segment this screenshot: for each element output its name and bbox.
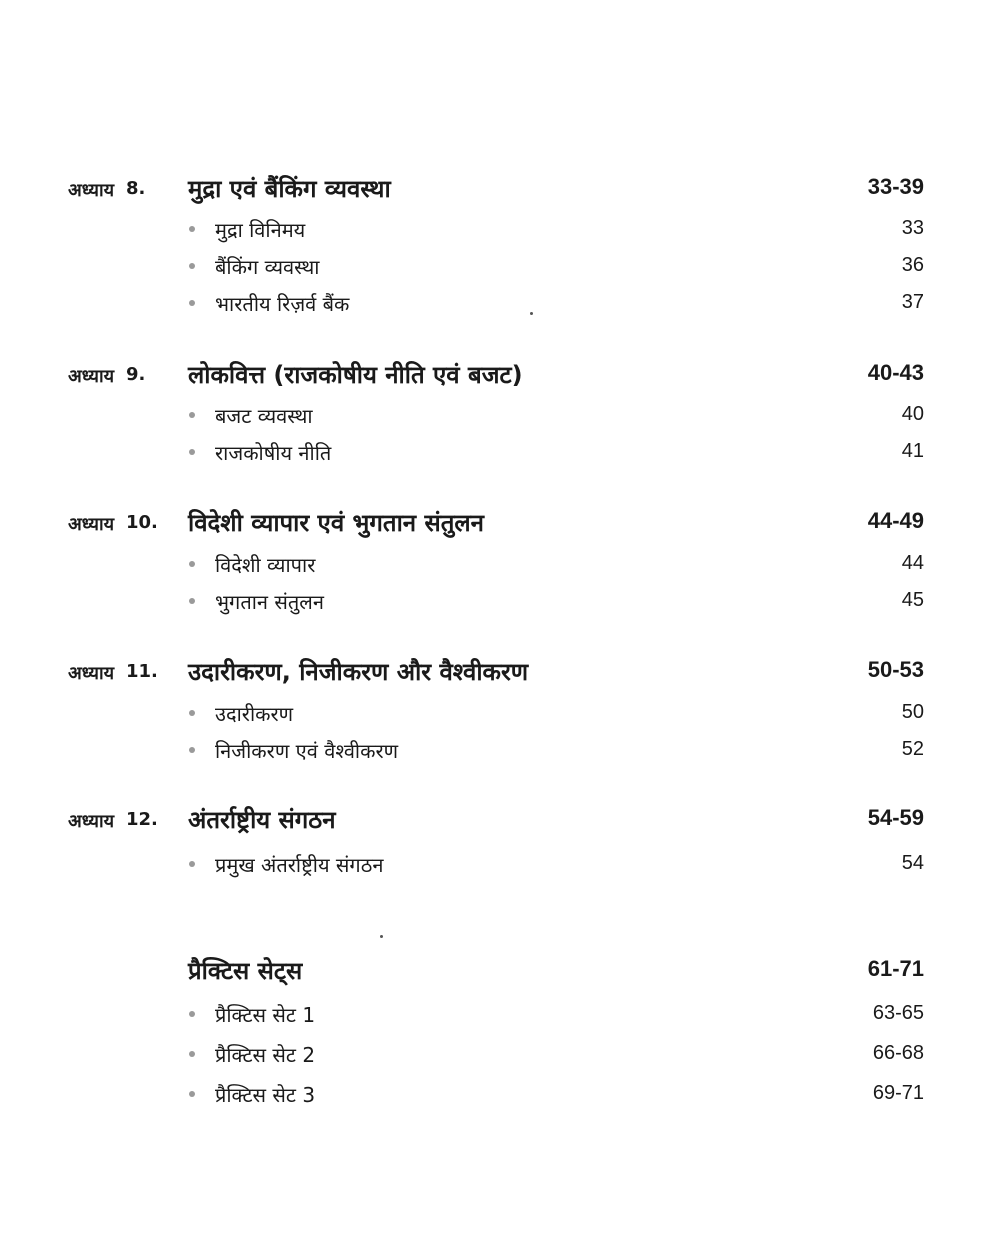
- practice-sets-title: प्रैक्टिस सेट्स: [188, 957, 303, 985]
- bullet-icon: [189, 598, 195, 604]
- chapter-page-range: 50-53: [867, 657, 924, 682]
- topic-title: राजकोषीय नीति: [215, 441, 332, 465]
- list-item: [0, 735, 1000, 765]
- chapter-number: 10.: [126, 512, 158, 533]
- topic-title: बजट व्यवस्था: [215, 404, 313, 428]
- chapter-number: 12.: [126, 809, 158, 830]
- chapter-page-range: 54-59: [867, 805, 924, 830]
- chapter-title: लोकवित्त (राजकोषीय नीति एवं बजट): [188, 361, 523, 389]
- bullet-icon: [189, 561, 195, 567]
- chapter-heading: [0, 358, 1000, 398]
- chapter-title: अंतर्राष्ट्रीय संगठन: [188, 806, 336, 834]
- chapter-label: अध्याय: [68, 180, 115, 201]
- bullet-icon: [189, 1091, 195, 1097]
- chapter-heading: [0, 803, 1000, 843]
- practice-set-pages: 69-71: [872, 1082, 924, 1104]
- practice-set-title: प्रैक्टिस सेट 3: [215, 1083, 316, 1107]
- list-item: [0, 999, 1000, 1029]
- topic-page: 33: [901, 217, 924, 239]
- practice-sets-page-range: 61-71: [867, 956, 924, 981]
- practice-set-title: प्रैक्टिस सेट 2: [215, 1043, 316, 1067]
- topic-page: 45: [901, 589, 924, 611]
- list-item: [0, 1039, 1000, 1069]
- topic-title: भारतीय रिज़र्व बैंक: [215, 292, 350, 316]
- topic-page: 50: [901, 701, 924, 723]
- list-item: [0, 698, 1000, 728]
- list-item: [0, 1079, 1000, 1109]
- list-item: [0, 586, 1000, 616]
- topic-page: 36: [901, 254, 924, 276]
- list-item: [0, 549, 1000, 579]
- list-item: [0, 288, 1000, 318]
- bullet-icon: [189, 710, 195, 716]
- scan-speck: [380, 935, 383, 938]
- chapter-title: उदारीकरण, निजीकरण और वैश्वीकरण: [188, 658, 529, 686]
- chapter-heading: [0, 172, 1000, 212]
- bullet-icon: [189, 1051, 195, 1057]
- chapter-label: अध्याय: [68, 366, 115, 387]
- chapter-number: 8.: [126, 178, 146, 199]
- practice-set-pages: 63-65: [872, 1002, 924, 1024]
- bullet-icon: [189, 226, 195, 232]
- list-item: [0, 251, 1000, 281]
- list-item: [0, 437, 1000, 467]
- chapter-number: 9.: [126, 364, 146, 385]
- list-item: [0, 849, 1000, 879]
- list-item: [0, 400, 1000, 430]
- chapter-page-range: 44-49: [867, 508, 924, 533]
- topic-title: उदारीकरण: [215, 702, 294, 726]
- topic-page: 41: [901, 440, 924, 462]
- chapter-title: मुद्रा एवं बैंकिंग व्यवस्था: [188, 175, 391, 203]
- bullet-icon: [189, 449, 195, 455]
- bullet-icon: [189, 412, 195, 418]
- chapter-heading: [0, 506, 1000, 546]
- bullet-icon: [189, 263, 195, 269]
- chapter-heading: [0, 655, 1000, 695]
- topic-page: 37: [901, 291, 924, 313]
- topic-page: 40: [901, 403, 924, 425]
- practice-set-pages: 66-68: [872, 1042, 924, 1064]
- bullet-icon: [189, 1011, 195, 1017]
- topic-title: मुद्रा विनिमय: [215, 218, 306, 242]
- chapter-page-range: 33-39: [867, 174, 924, 199]
- chapter-page-range: 40-43: [867, 360, 924, 385]
- chapter-label: अध्याय: [68, 663, 115, 684]
- topic-title: विदेशी व्यापार: [215, 553, 316, 577]
- bullet-icon: [189, 861, 195, 867]
- topic-title: भुगतान संतुलन: [215, 590, 324, 614]
- chapter-label: अध्याय: [68, 514, 115, 535]
- practice-set-title: प्रैक्टिस सेट 1: [215, 1003, 316, 1027]
- bullet-icon: [189, 747, 195, 753]
- scan-speck: [530, 312, 533, 315]
- topic-page: 54: [901, 852, 924, 874]
- practice-sets-heading: [0, 954, 1000, 994]
- chapter-title: विदेशी व्यापार एवं भुगतान संतुलन: [188, 509, 484, 537]
- list-item: [0, 214, 1000, 244]
- topic-title: प्रमुख अंतर्राष्ट्रीय संगठन: [215, 853, 384, 877]
- topic-page: 52: [901, 738, 924, 760]
- topic-title: निजीकरण एवं वैश्वीकरण: [215, 739, 399, 763]
- topic-title: बैंकिंग व्यवस्था: [215, 255, 320, 279]
- chapter-label: अध्याय: [68, 811, 115, 832]
- topic-page: 44: [901, 552, 924, 574]
- bullet-icon: [189, 300, 195, 306]
- chapter-number: 11.: [126, 661, 158, 682]
